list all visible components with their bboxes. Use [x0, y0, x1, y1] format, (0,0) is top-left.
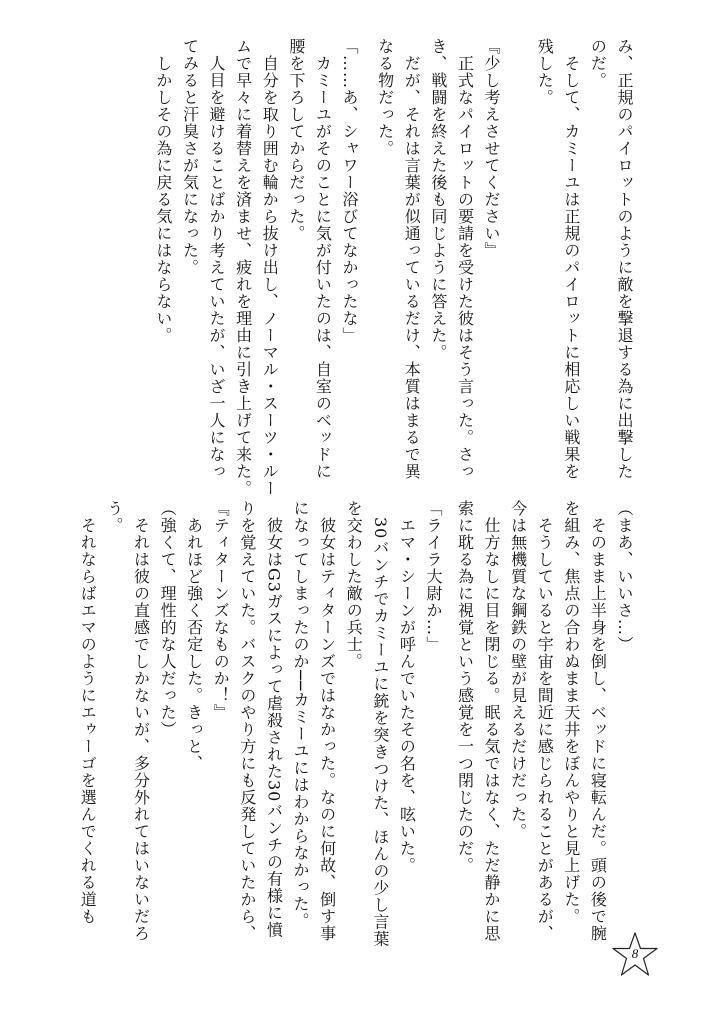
text-line: あれほど強く否定した。きっと、	[184, 500, 204, 772]
text-line: そのまま上半身を倒し、ベッドに寝転んだ。頭の後で腕	[588, 500, 608, 942]
text-block-top-left	[92, 38, 362, 497]
text-line: ムで早々に着替えを済ませ、疲れを理由に引き上げて来た。	[233, 38, 253, 497]
text-line: そして、カミーユは正規のパイロットに相応しい戦果を	[561, 38, 581, 480]
text-line: 30バンチでカミーユに銃を突きつけた、ほんの少し言葉	[370, 500, 390, 948]
text-line: そうしていると宇宙を間近に感じられることがあるが、	[535, 500, 555, 942]
page-number: 8	[631, 946, 639, 961]
text-line: なる物だった。	[375, 38, 395, 157]
text-line: になってしまったのか──カミーユにはわからなかった。	[291, 500, 311, 930]
text-line: 腰を下ろしてからだった。	[286, 38, 306, 242]
text-line: 「……あ、シャワー浴びてなかったな」	[340, 38, 359, 344]
text-line: 彼女はG3ガスによって虐殺された30バンチの有様に憤	[264, 500, 284, 939]
text-line: 索に耽る為に視覚という感覚を一つ閉じたのだ。	[455, 500, 475, 874]
text-line: を交わした敵の兵士。	[344, 500, 364, 670]
text-line: 仕方なしに目を閉じる。眠る気ではなく、ただ静かに思	[482, 500, 502, 942]
text-line: み、正規のパイロットのように敵を撃退する為に出撃した	[615, 38, 634, 480]
text-line: き、戦闘を終えた後も同じように答えた。	[428, 38, 448, 361]
text-line: エマ・シーンが呼んでいたその名を、呟いた。	[397, 500, 417, 874]
text-block-top-right	[357, 38, 637, 480]
text-line: 人目を避けることばかり考えていたが、いざ一人になっ	[207, 38, 227, 480]
text-line: 残した。	[535, 38, 555, 106]
text-line: 『ティターンズなものか！』	[211, 500, 231, 721]
text-line: 『少し考えさせてください』	[482, 38, 502, 259]
text-line: それならばエマのようにエゥーゴを選んでくれる道も	[78, 500, 98, 925]
text-line: のだ。	[588, 38, 608, 89]
text-line	[504, 38, 531, 458]
text-line: 正式なパイロットの要請を受けた彼はそう言った。さっ	[455, 38, 475, 480]
text-line: う。	[104, 500, 124, 534]
text-line: 「ライラ大尉か…」	[424, 500, 443, 653]
text-line: りを覚えていた。バスクのやり方にも反発していたから、	[237, 500, 257, 942]
text-block-bottom-left	[78, 500, 446, 948]
text-line: 彼女はティターンズではなかった。なのに何故、倒す事	[317, 500, 337, 942]
text-line: それは彼の直感でしかないが、多分外れてはいないだろ	[131, 500, 151, 942]
text-line: カミーユがそのことに気が付いたのは、自室のベッドに	[313, 38, 333, 480]
text-line: てみると汗臭さが気になった。	[180, 38, 200, 276]
text-line: を組み、焦点の合わぬまま天井をぼんやりと見上げた。	[561, 500, 581, 925]
text-line: だが、それは言葉が似通っているだけ、本質はまるで異	[402, 38, 422, 480]
text-line: 今は無機質な鋼鉄の壁が見えるだけだった。	[508, 500, 528, 840]
text-block-bottom-right	[455, 500, 637, 942]
text-line: （強くて、理性的な人だった）	[158, 500, 178, 738]
text-line: 自分を取り囲む輪から抜け出し、ノーマル・スーツ・ルー	[260, 38, 280, 497]
text-line: しかしその為に戻る気にはならない。	[153, 38, 173, 344]
page-number-badge	[610, 930, 660, 980]
text-line: （まあ、いいさ…）	[615, 500, 634, 653]
